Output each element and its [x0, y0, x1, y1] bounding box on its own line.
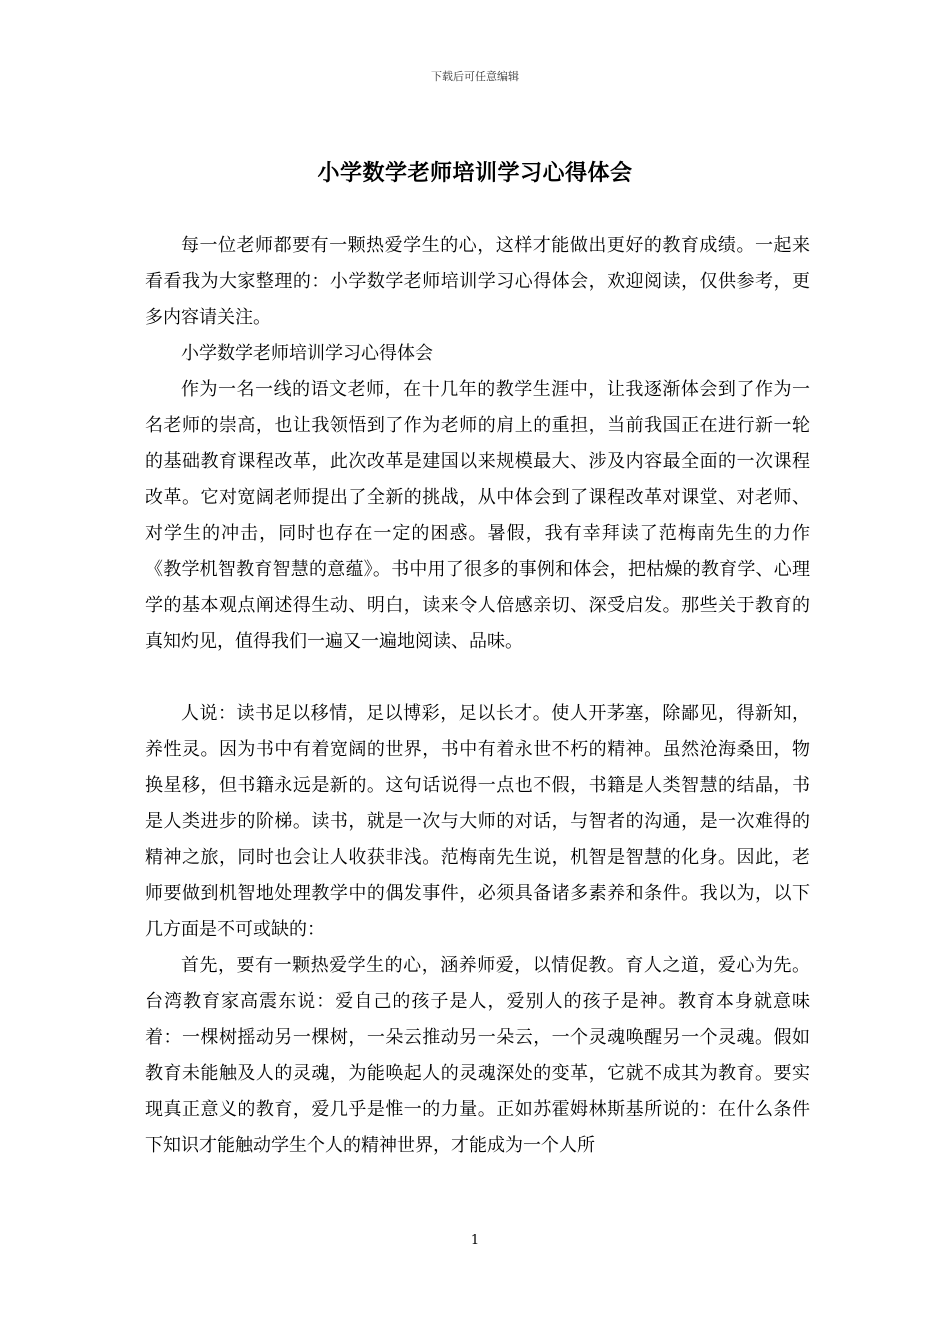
- intro-paragraph: 每一位老师都要有一颗热爱学生的心，这样才能做出更好的教育成绩。一起来看看我为大家整理的：小学数学老师培训学习心得体会，欢迎阅读，仅供参考，更多内容请关注。: [145, 235, 810, 328]
- body-paragraph: 作为一名一线的语文老师，在十几年的教学生涯中，让我逐渐体会到了作为一名老师的崇高，也让我领悟到了作为老师的肩上的重担，当前我国正在进行新一轮的基础教育课程改革，此次改革是建国以来规模最大、涉及内容最全面的一次课程改革。它对宽阔老师提出了全新的挑战，从中体会到了课程改革对课堂、对老师、对学生的冲击，同时也存在一定的困惑。暑假，我有幸拜读了范梅南先生的力作《教学机智教育智慧的意蕴》。书中用了很多的事例和体会，把枯燥的教育学、心理学的基本观点阐述得生动、明白，读来令人倍感亲切、深受启发。那些关于教育的真知灼见，值得我们一遍又一遍地阅读、品味。: [145, 379, 810, 652]
- document-body: [145, 228, 810, 1164]
- page-number: 1: [470, 1233, 480, 1248]
- body-paragraph: 首先，要有一颗热爱学生的心，涵养师爱，以情促教。育人之道，爱心为先。台湾教育家高震东说：爱自己的孩子是人，爱别人的孩子是神。教育本身就意味着：一棵树摇动另一棵树，一朵云推动另一朵云，一个灵魂唤醒另一个灵魂。假如教育未能触及人的灵魂，为能唤起人的灵魂深处的变革，它就不成其为教育。要实现真正意义的教育，爱几乎是惟一的力量。正如苏霍姆林斯基所说的：在什么条件下知识才能触动学生个人的精神世界，才能成为一个人所: [145, 955, 810, 1156]
- body-paragraph: 人说：读书足以移情，足以博彩，足以长才。使人开茅塞，除鄙见，得新知，养性灵。因为书中有着宽阔的世界，书中有着永世不朽的精神。虽然沧海桑田，物换星移，但书籍永远是新的。这句话说得一点也不假，书籍是人类智慧的结晶，书是人类进步的阶梯。读书，就是一次与大师的对话，与智者的沟通，是一次难得的精神之旅，同时也会让人收获非浅。范梅南先生说，机智是智慧的化身。因此，老师要做到机智地处理教学中的偶发事件，必须具备诸多素养和条件。我以为，以下几方面是不可或缺的：: [145, 703, 810, 940]
- page-header: 下载后可任意编辑: [431, 70, 519, 83]
- document-title: 小学数学老师培训学习心得体会: [317, 160, 633, 186]
- section-subheading: 小学数学老师培训学习心得体会: [181, 343, 433, 364]
